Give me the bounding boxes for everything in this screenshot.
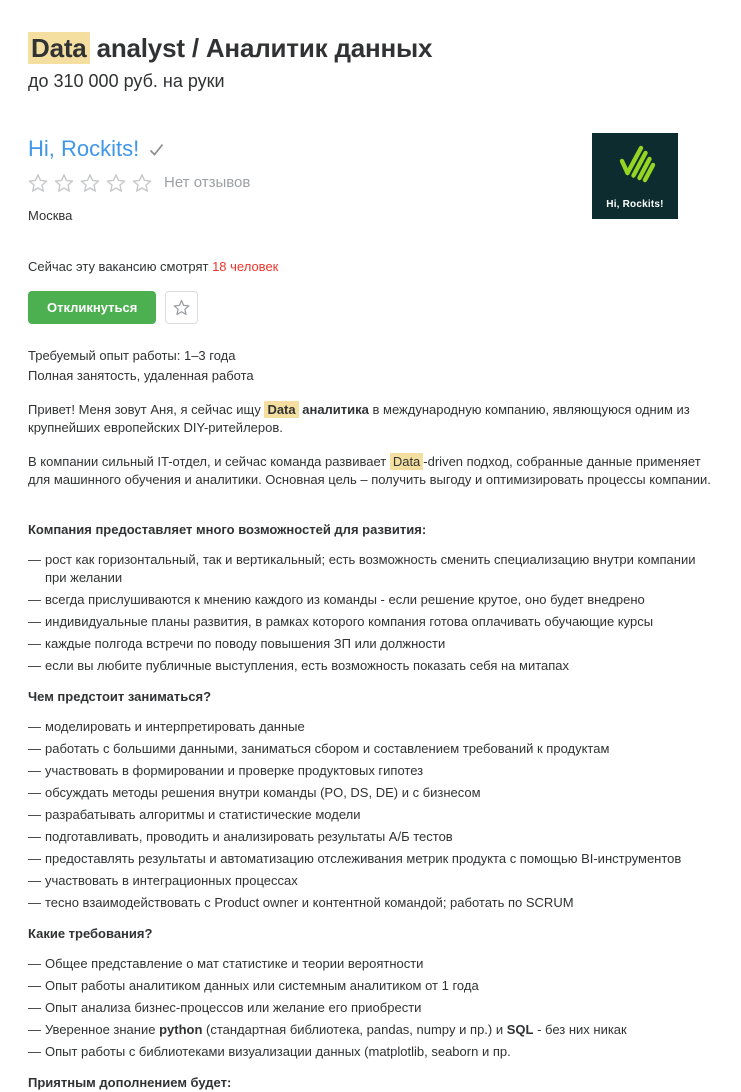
list-dash: — (28, 741, 41, 756)
star-icon[interactable] (80, 173, 100, 193)
list-item (28, 718, 713, 736)
text-segment: тесно взаимодействовать с Product owner и контентной командой; работать по SCRUM (45, 895, 574, 910)
text-segment: Опыт анализа бизнес-процессов или желание его приобрести (45, 1000, 422, 1015)
section-header-partial: Приятным дополнением будет: (28, 1075, 232, 1090)
list-dash: — (28, 829, 41, 844)
text-segment: подготавливать, проводить и анализировать результаты А/Б тестов (45, 829, 453, 844)
logo-caption: Hi, Rockits! (606, 199, 664, 210)
text-segment: -driven подход, собранные данные применяет для машинного обучения и аналитики. Основная цель – получить выгоду и оптимизировать процессы компании. (28, 454, 711, 487)
section-header: Чем предстоит заниматься? (28, 689, 212, 704)
list-dash: — (28, 956, 41, 971)
text-segment: - без них никак (533, 1022, 627, 1037)
list-item (28, 977, 713, 995)
viewers-prefix: Сейчас эту вакансию смотрят (28, 259, 213, 274)
list-item (28, 551, 713, 587)
vacancy-description (28, 401, 713, 1092)
text-segment: рост как горизонтальный, так и вертикальный; есть возможность сменить специализацию внутри компании при желании (45, 552, 696, 585)
list-item (28, 806, 713, 824)
text-segment: python (159, 1022, 203, 1037)
list-item (28, 635, 713, 653)
text-segment: моделировать и интерпретировать данные (45, 719, 305, 734)
text-segment: если вы любите публичные выступления, есть возможность показать себя на митапах (45, 658, 570, 673)
list-item (28, 828, 713, 846)
list-dash: — (28, 719, 41, 734)
list-item (28, 762, 713, 780)
favorite-button[interactable] (165, 291, 198, 324)
text-segment: Опыт работы аналитиком данных или системным аналитиком от 1 года (45, 978, 479, 993)
apply-button[interactable]: Откликнуться (28, 291, 156, 324)
star-icon[interactable] (28, 173, 48, 193)
list-item (28, 1043, 713, 1061)
description-paragraph (28, 453, 713, 489)
text-segment: (стандартная библиотека, pandas, numpy и пр.) и (202, 1022, 507, 1037)
company-city: Москва (28, 208, 73, 223)
text-segment: Привет! Меня зовут Аня, я сейчас ищу (28, 402, 265, 417)
star-icon[interactable] (132, 173, 152, 193)
favorite-star-icon (173, 299, 190, 316)
text-segment: SQL (506, 1022, 534, 1037)
list-dash: — (28, 895, 41, 910)
section-header: Какие требования? (28, 926, 153, 941)
section-list (28, 955, 713, 1061)
vacancy-title (28, 33, 713, 63)
list-dash: — (28, 763, 41, 778)
star-icon[interactable] (54, 173, 74, 193)
text-segment: в международную компанию, являющуюся одним из крупнейших европейских DIY-ритейлеров. (28, 402, 690, 435)
list-item (28, 955, 713, 973)
list-item (28, 894, 713, 912)
list-item (28, 1021, 713, 1039)
logo-stripes-icon (612, 141, 658, 187)
viewers-count: 18 человек (212, 259, 279, 274)
text-segment: Общее представление о мат статистике и теории вероятности (45, 956, 424, 971)
list-item (28, 999, 713, 1017)
text-segment: участвовать в интеграционных процессах (45, 873, 298, 888)
list-item (28, 591, 713, 609)
text-segment: Опыт работы с библиотеками визуализации данных (matplotlib, seaborn и пр. (45, 1044, 511, 1059)
text-segment: Data (264, 401, 298, 418)
text-segment: Data (390, 453, 423, 470)
text-segment: аналитика (298, 402, 369, 417)
section-list (28, 718, 713, 912)
list-dash: — (28, 1044, 41, 1059)
text-segment: В компании сильный IT-отдел, и сейчас команда развивает (28, 454, 390, 469)
list-dash: — (28, 851, 41, 866)
text-segment: предоставлять результаты и автоматизацию отслеживания метрик продукта с помощью BI-инструментов (45, 851, 682, 866)
company-name-link[interactable]: Hi, Rockits! (28, 136, 140, 161)
text-segment: analyst / Аналитик данных (89, 33, 433, 63)
list-dash: — (28, 636, 41, 651)
text-segment: каждые полгода встречи по поводу повышения ЗП или должности (45, 636, 446, 651)
list-dash: — (28, 978, 41, 993)
rating-stars (28, 173, 152, 193)
text-segment: разрабатывать алгоритмы и статистические модели (45, 807, 361, 822)
vacancy-meta (28, 346, 713, 386)
list-item (28, 657, 713, 675)
action-buttons (28, 291, 713, 324)
list-dash: — (28, 552, 41, 567)
list-dash: — (28, 614, 41, 629)
list-dash: — (28, 807, 41, 822)
list-item (28, 850, 713, 868)
description-section (28, 521, 713, 675)
verified-check-icon (148, 141, 165, 158)
description-section (28, 688, 713, 912)
star-icon[interactable] (106, 173, 126, 193)
list-item (28, 872, 713, 890)
text-segment: участвовать в формировании и проверке продуктовых гипотез (45, 763, 424, 778)
text-segment: работать с большими данными, заниматься сбором и составлением требований к продуктам (45, 741, 610, 756)
section-list (28, 551, 713, 675)
description-sections (28, 521, 713, 1061)
text-segment: Уверенное знание (45, 1022, 160, 1037)
company-logo[interactable] (592, 133, 678, 219)
list-dash: — (28, 1022, 41, 1037)
list-dash: — (28, 592, 41, 607)
list-dash: — (28, 658, 41, 673)
list-item (28, 784, 713, 802)
employment-line: Полная занятость, удаленная работа (28, 368, 254, 383)
text-segment: обсуждать методы решения внутри команды (PO, DS, DE) и с бизнесом (45, 785, 481, 800)
list-dash: — (28, 873, 41, 888)
experience-line: Требуемый опыт работы: 1–3 года (28, 348, 236, 363)
section-header: Компания предоставляет много возможностей для развития: (28, 522, 427, 537)
text-segment: всегда прислушиваются к мнению каждого из команды - если решение крутое, оно будет внедрено (45, 592, 645, 607)
text-segment: Data (28, 32, 90, 64)
reviews-label: Нет отзывов (164, 174, 251, 191)
list-item (28, 740, 713, 758)
description-paragraph (28, 401, 713, 437)
salary: до 310 000 руб. на руки (28, 71, 225, 91)
list-dash: — (28, 1000, 41, 1015)
description-section (28, 925, 713, 1061)
viewers-line (28, 258, 713, 275)
text-segment: индивидуальные планы развития, в рамках которого компания готова оплачивать обучающие курсы (45, 614, 654, 629)
list-dash: — (28, 785, 41, 800)
list-item (28, 613, 713, 631)
